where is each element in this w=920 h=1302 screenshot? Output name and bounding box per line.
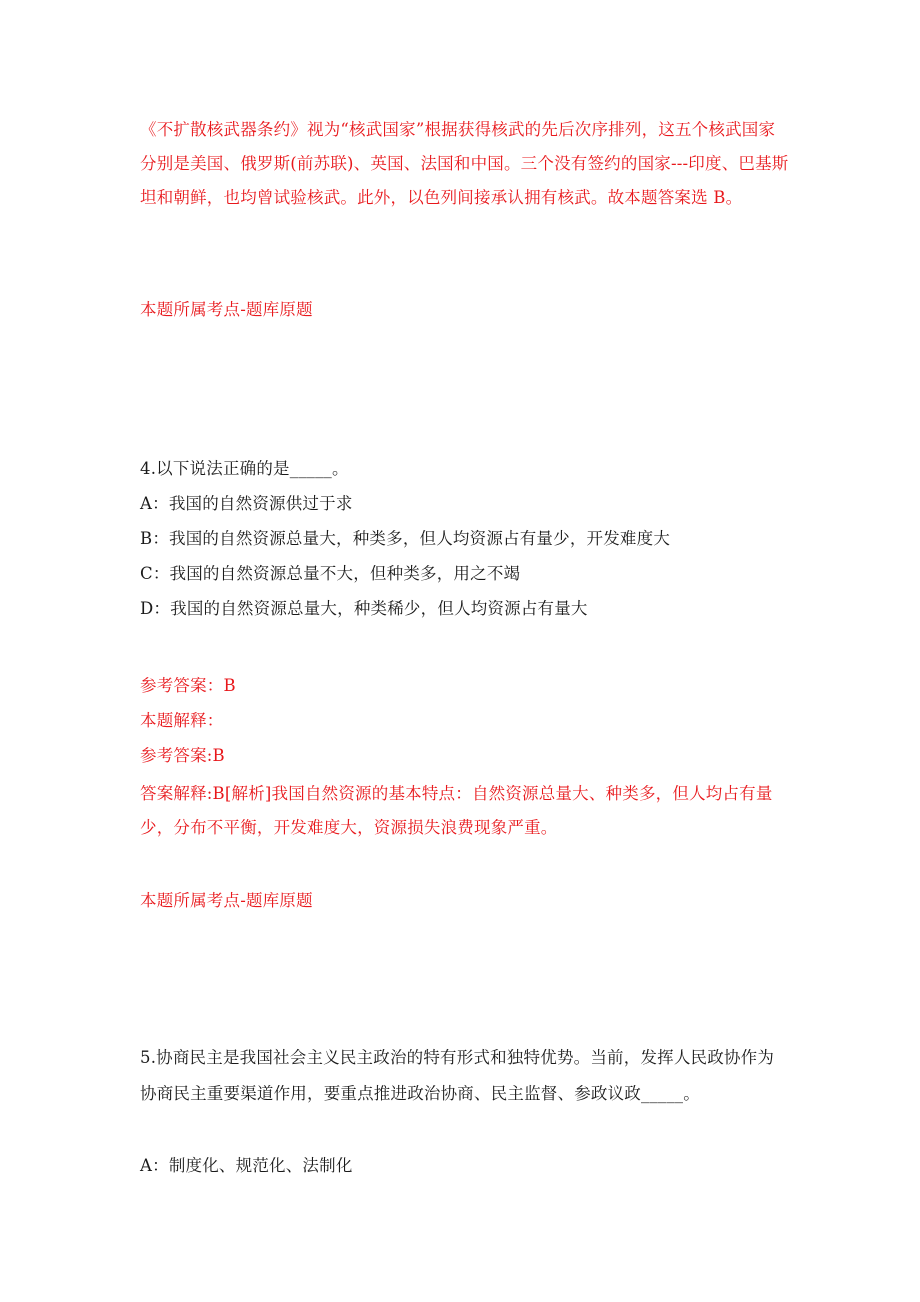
q4-source-tag: 本题所属考点-题库原题	[140, 891, 313, 910]
q4-stem: 4.以下说法正确的是_____。	[140, 459, 349, 478]
q4-option-a: A：我国的自然资源供过于求	[140, 494, 353, 513]
q4-option-d: D：我国的自然资源总量大，种类稀少，但人均资源占有量大	[140, 599, 588, 618]
q4-answer: 参考答案：B	[140, 676, 236, 695]
q4-explain-label: 本题解释：	[140, 711, 224, 730]
q3-source-tag: 本题所属考点-题库原题	[140, 300, 313, 319]
q4-option-b: B：我国的自然资源总量大，种类多，但人均资源占有量少，开发难度大	[140, 529, 671, 548]
q4-option-c: C：我国的自然资源总量不大，但种类多，用之不竭	[140, 564, 521, 583]
q4-answer-repeat: 参考答案:B	[140, 746, 225, 765]
q4-analysis: 答案解释:B[解析]我国自然资源的基本特点：自然资源总量大、种类多，但人均占有量少，分布不平衡，开发难度大，资源损失浪费现象严重。	[140, 784, 773, 837]
q5-stem: 5.协商民主是我国社会主义民主政治的特有形式和独特优势。当前，发挥人民政协作为协商民主重要渠道作用，要重点推进政治协商、民主监督、参政议政_____。	[140, 1048, 775, 1103]
q3-explanation: 《不扩散核武器条约》视为“核武国家”根据获得核武的先后次序排列，这五个核武国家分别是美国、俄罗斯(前苏联)、英国、法国和中国。三个没有签约的国家---印度、巴基斯坦和朝鲜，也均曾试验核武。此外，以色列间接承认拥有核武。故本题答案选 B。	[140, 120, 789, 207]
q5-option-a: A：制度化、规范化、法制化	[140, 1156, 353, 1175]
